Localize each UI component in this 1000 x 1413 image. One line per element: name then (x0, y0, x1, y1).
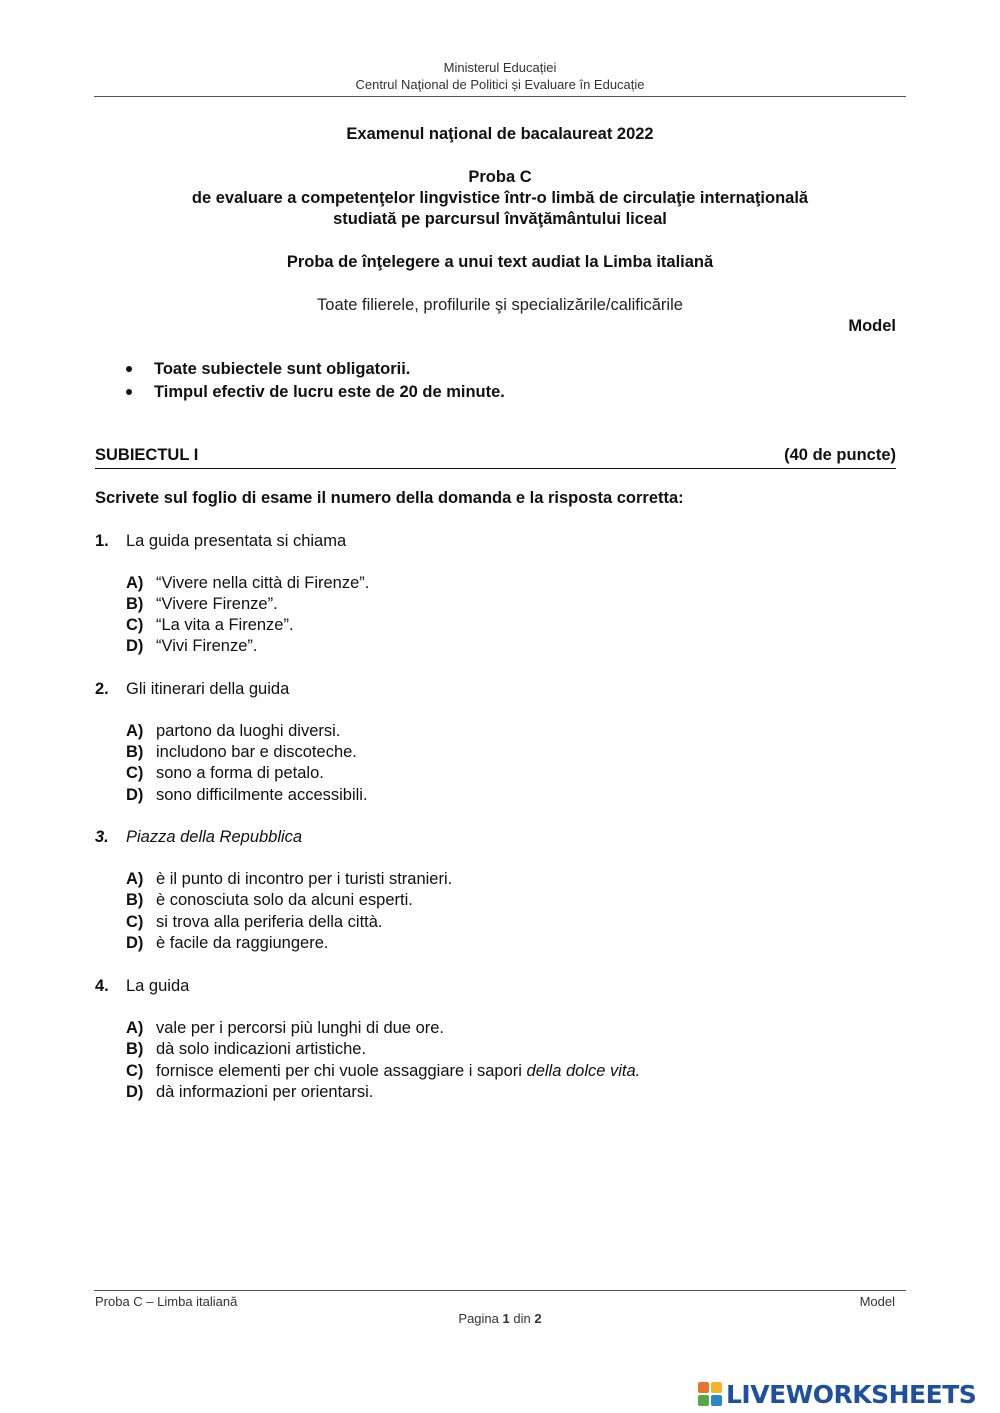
question-text: La guida presentata si chiama (126, 532, 347, 550)
bullet-dot (126, 366, 132, 372)
question-text: La guida (126, 977, 190, 995)
option-letter: C) (126, 913, 144, 931)
option-letter: C) (126, 1062, 144, 1080)
logo-square (711, 1395, 722, 1406)
liveworksheets-logo-icon (698, 1382, 722, 1406)
instruction-item: Toate subiectele sunt obligatorii. (154, 360, 411, 378)
section-instruction: Scrivete sul foglio di esame il numero della domanda e la risposta corretta: (95, 489, 684, 507)
footer-rule (94, 1290, 906, 1291)
option-text-plain: fornisce elementi per chi vuole assaggiare i sapori (156, 1062, 527, 1080)
option-letter: A) (126, 870, 144, 888)
header-ministry: Ministerul Educației (443, 60, 557, 75)
header-center: Centrul Naţional de Politici și Evaluare în Educație (355, 77, 645, 92)
option-text: dà solo indicazioni artistiche. (156, 1040, 367, 1058)
page-number (0, 1311, 1000, 1326)
option-letter: B) (126, 595, 144, 613)
question-number: 4. (95, 977, 109, 995)
option-text: è facile da raggiungere. (156, 934, 329, 952)
logo-square (711, 1382, 722, 1393)
option-text: è il punto di incontro per i turisti stranieri. (156, 870, 453, 888)
header-rule (94, 96, 906, 97)
question-number: 3. (95, 828, 109, 846)
proba-description-1: de evaluare a competenţelor lingvistice într-o limbă de circulaţie internaţională (191, 189, 809, 207)
option-text: partono da luoghi diversi. (156, 722, 341, 740)
proba-description-2: studiată pe parcursul învăţământului liceal (333, 210, 667, 228)
option-text-italic: della dolce vita. (526, 1062, 641, 1080)
question-text: Piazza della Repubblica (126, 828, 303, 846)
section-label: SUBIECTUL I (95, 446, 199, 464)
question-number: 1. (95, 532, 109, 550)
filiere-line: Toate filierele, profilurile şi specializările/calificările (317, 296, 683, 314)
proba-subtitle: Proba de înţelegere a unui text audiat la Limba italiană (286, 253, 714, 271)
option-letter: A) (126, 1019, 144, 1037)
option-text (156, 1062, 640, 1081)
option-letter: D) (126, 934, 144, 952)
option-letter: B) (126, 743, 144, 761)
option-text: dà informazioni per orientarsi. (156, 1083, 374, 1101)
option-text: vale per i percorsi più lunghi di due ore. (156, 1019, 445, 1037)
option-text: “Vivere nella città di Firenze”. (156, 574, 370, 592)
option-text: “Vivi Firenze”. (156, 637, 258, 655)
proba-title: Proba C (468, 168, 532, 186)
question-text: Gli itinerari della guida (126, 680, 290, 698)
page-of: din (513, 1311, 531, 1326)
footer-right: Model (859, 1294, 895, 1309)
logo-square (698, 1382, 709, 1393)
section-header (95, 446, 896, 469)
option-letter: B) (126, 1040, 144, 1058)
option-letter: A) (126, 574, 144, 592)
bullet-dot (126, 389, 132, 395)
option-letter: A) (126, 722, 144, 740)
option-text: “Vivere Firenze”. (156, 595, 278, 613)
instruction-item: Timpul efectiv de lucru este de 20 de minute. (154, 383, 505, 401)
liveworksheets-wordmark: LIVEWORKSHEETS (726, 1379, 977, 1409)
option-text: è conosciuta solo da alcuni esperti. (156, 891, 413, 909)
model-label: Model (848, 317, 896, 335)
footer-left: Proba C – Limba italiană (95, 1294, 238, 1309)
question-number: 2. (95, 680, 109, 698)
option-letter: B) (126, 891, 144, 909)
section-points: (40 de puncte) (784, 446, 896, 464)
option-text: includono bar e discoteche. (156, 743, 357, 761)
option-text: sono difficilmente accessibili. (156, 786, 368, 804)
option-letter: C) (126, 616, 144, 634)
option-text: si trova alla periferia della città. (156, 913, 383, 931)
option-text: “La vita a Firenze”. (156, 616, 294, 634)
page-word: Pagina (458, 1311, 499, 1326)
option-text: sono a forma di petalo. (156, 764, 324, 782)
liveworksheets-watermark[interactable] (698, 1378, 976, 1410)
page-current: 1 (502, 1311, 510, 1326)
option-letter: D) (126, 1083, 144, 1101)
exam-title: Examenul naţional de bacalaureat 2022 (346, 125, 654, 143)
option-letter: C) (126, 764, 144, 782)
option-letter: D) (126, 637, 144, 655)
logo-square (698, 1395, 709, 1406)
option-letter: D) (126, 786, 144, 804)
page-total: 2 (534, 1311, 542, 1326)
